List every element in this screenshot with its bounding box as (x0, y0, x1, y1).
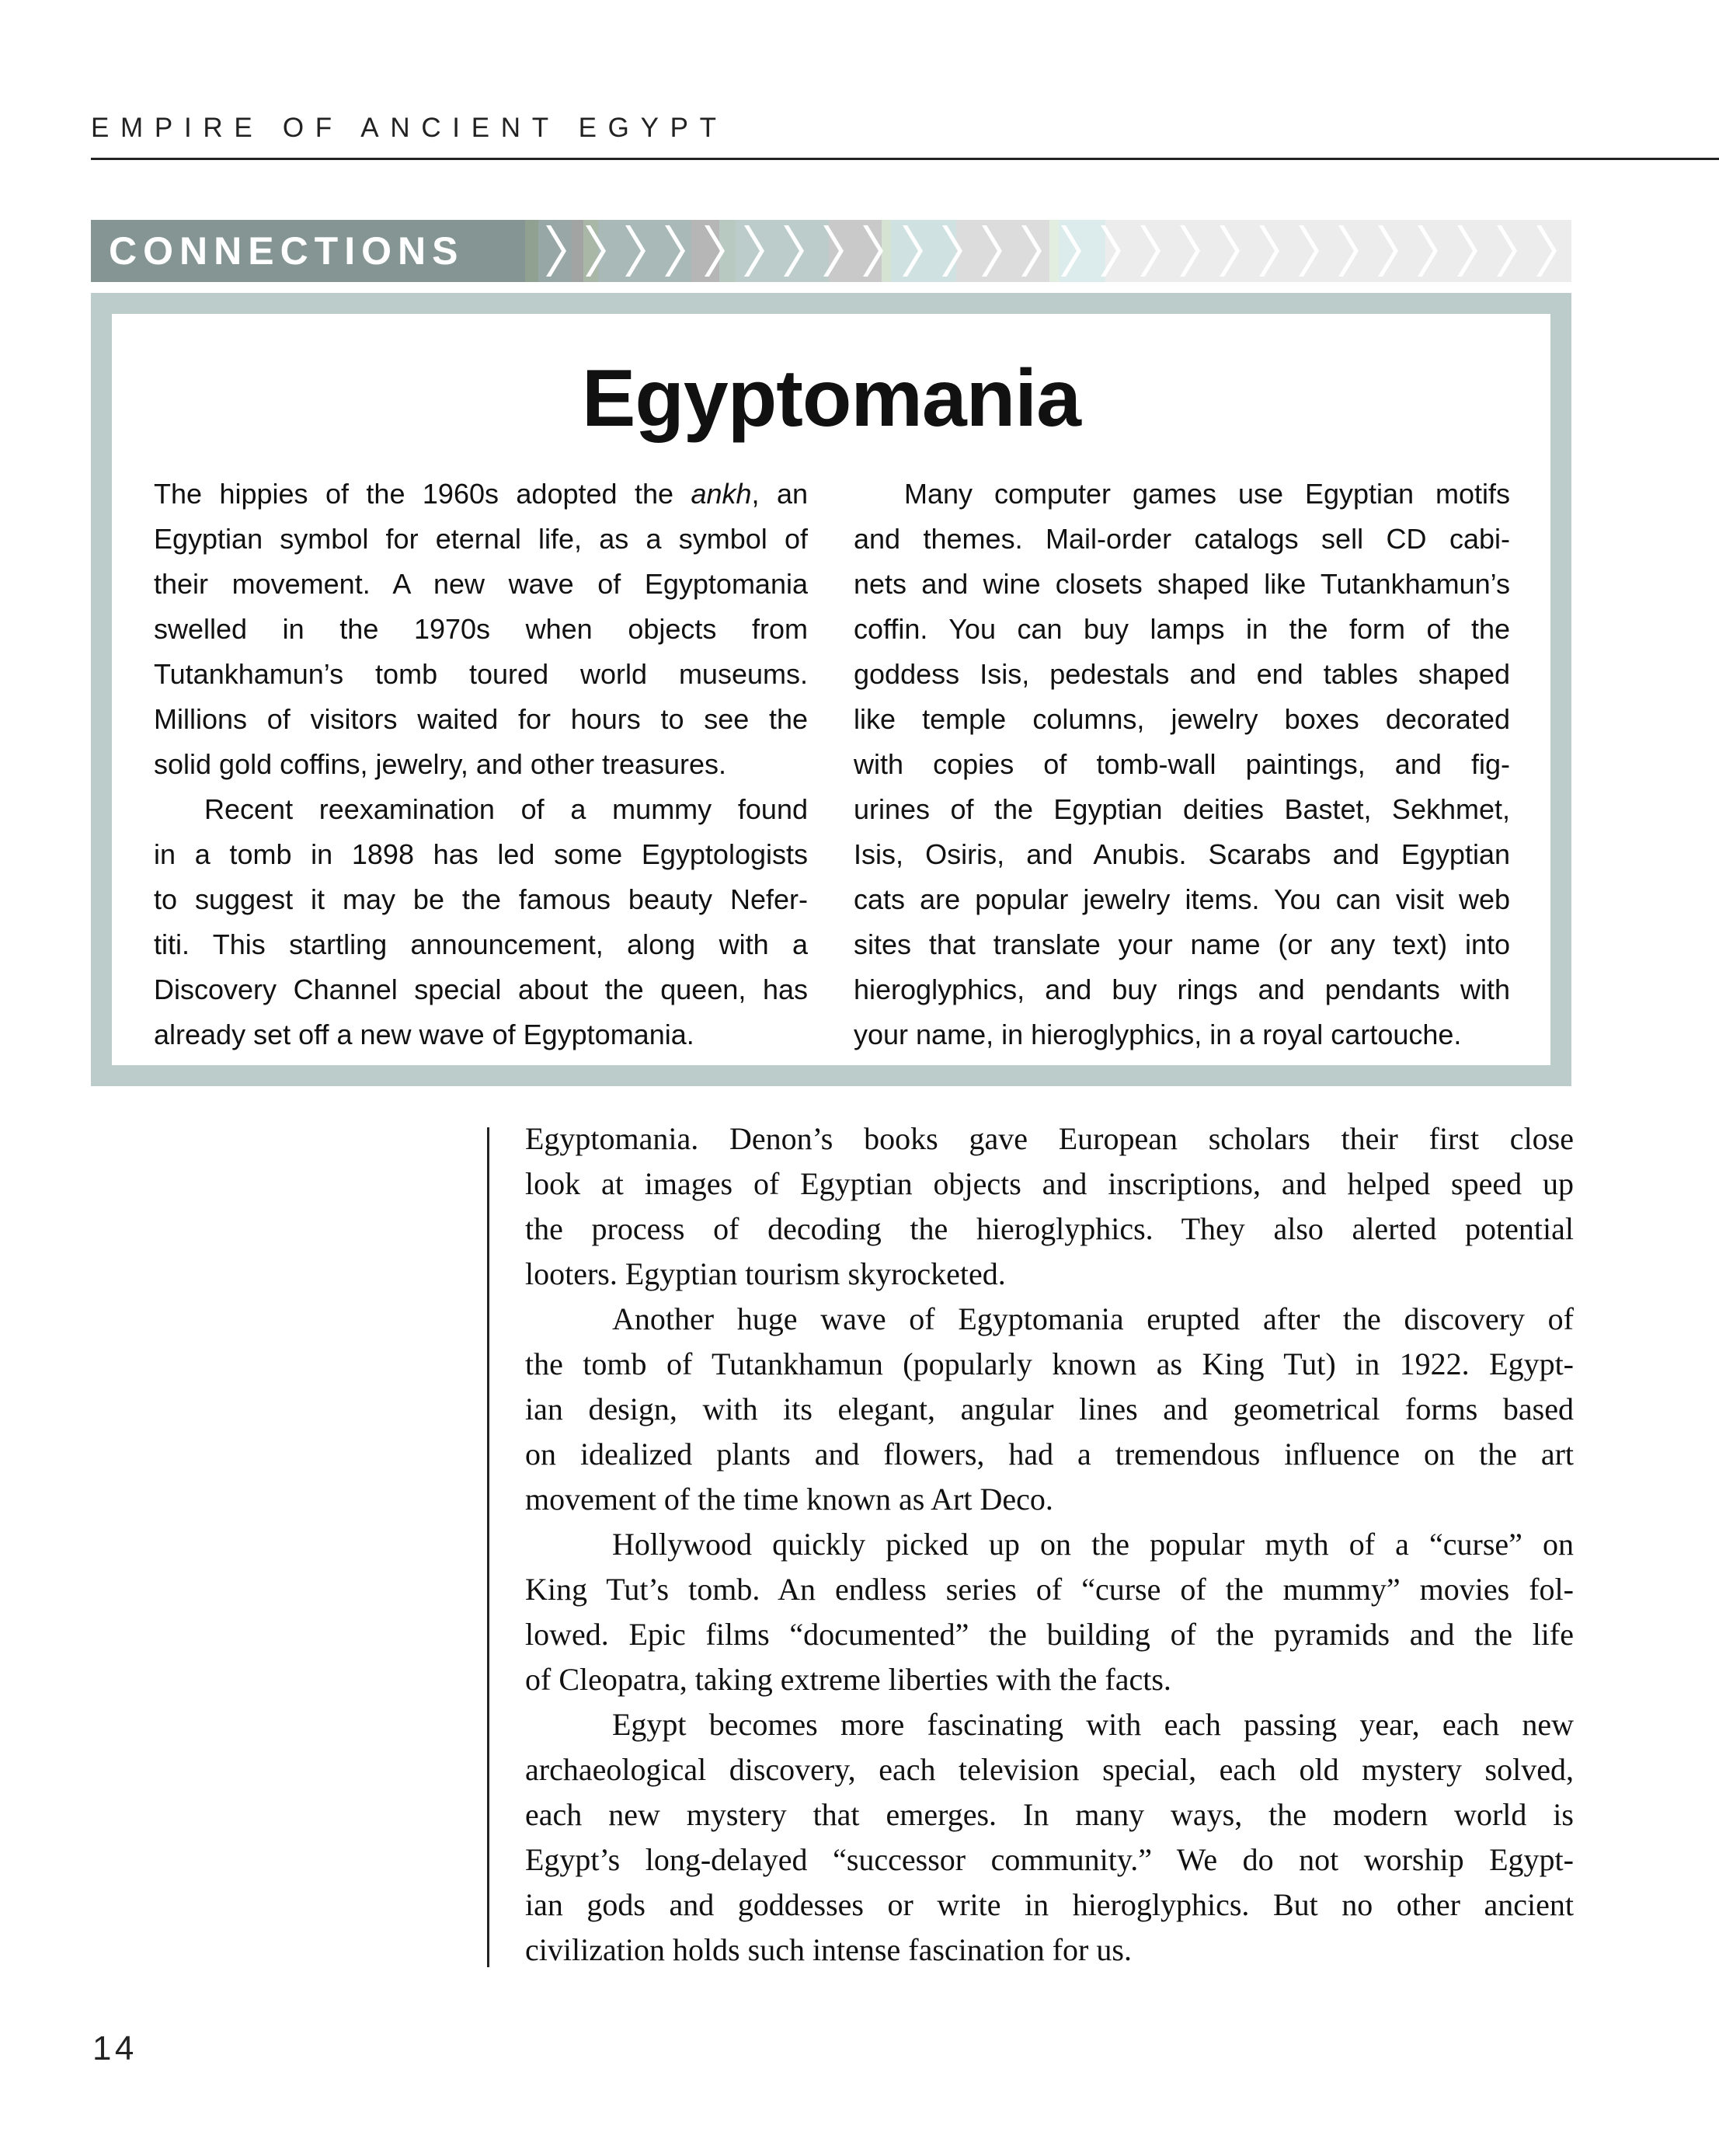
text-line: like temple columns, jewelry boxes decorated (854, 703, 1510, 735)
chevron-icon (694, 220, 734, 282)
text-line: and themes. Mail-order catalogs sell CD cabi- (854, 523, 1510, 555)
chevron-icon (1249, 220, 1289, 282)
chevron-icon (1289, 220, 1328, 282)
chevron-icon (1209, 220, 1249, 282)
text-line: swelled in the 1970s when objects from (154, 613, 808, 645)
text-line: Many computer games use Egyptian motifs (904, 478, 1510, 510)
chevron-icon (932, 220, 972, 282)
text-line: of Cleopatra, taking extreme liberties with the facts. (525, 1662, 1171, 1697)
main-body-text (525, 1116, 1574, 1973)
chevron-icon (774, 220, 813, 282)
text-line: hieroglyphics, and buy rings and pendants with (854, 974, 1510, 1005)
chevron-icon (893, 220, 932, 282)
chevron-icon (576, 220, 615, 282)
running-head: EMPIRE OF ANCIENT EGYPT (91, 113, 728, 143)
header-rule (91, 158, 1719, 160)
connections-label: CONNECTIONS (109, 229, 465, 273)
chevron-row (536, 220, 1606, 282)
margin-rule (487, 1127, 489, 1967)
chevron-icon (853, 220, 893, 282)
text-line: with copies of tomb-wall paintings, and fig- (854, 748, 1510, 780)
text-line: nets and wine closets shaped like Tutankhamun’s (854, 568, 1510, 600)
text-line: King Tut’s tomb. An endless series of “curse of the mummy” movies fol- (525, 1572, 1574, 1607)
text-line: goddess Isis, pedestals and end tables shaped (854, 658, 1510, 690)
text-line: on idealized plants and flowers, had a tremendous influence on the art (525, 1437, 1574, 1472)
sidebar-left-column (154, 472, 808, 1057)
chevron-icon (655, 220, 694, 282)
text-line: look at images of Egyptian objects and inscriptions, and helped speed up (525, 1166, 1574, 1201)
chevron-icon (536, 220, 576, 282)
text-line: Tutankhamun’s tomb toured world museums. (154, 658, 808, 690)
text-line: sites that translate your name (or any text) into (854, 928, 1510, 960)
text-line: civilization holds such intense fascination for us. (525, 1932, 1132, 1967)
text-line: urines of the Egyptian deities Bastet, Sekhmet, (854, 793, 1510, 825)
chevron-icon (1447, 220, 1487, 282)
text-line: Egypt becomes more fascinating with each passing year, each new (612, 1707, 1574, 1742)
text-line: movement of the time known as Art Deco. (525, 1482, 1053, 1517)
text-line: Isis, Osiris, and Anubis. Scarabs and Egyptian (854, 838, 1510, 870)
chevron-icon (1011, 220, 1051, 282)
text-line: solid gold coffins, jewelry, and other treasures. (154, 748, 727, 780)
text-line: ian gods and goddesses or write in hieroglyphics. But no other ancient (525, 1887, 1574, 1922)
chevron-icon (1408, 220, 1447, 282)
text-line: the tomb of Tutankhamun (popularly known as King Tut) in 1922. Egypt- (525, 1346, 1574, 1381)
chevron-icon (615, 220, 655, 282)
text-line: the process of decoding the hieroglyphics. They also alerted potential (525, 1211, 1574, 1246)
chevron-icon (1487, 220, 1526, 282)
text-line: Egypt’s long-delayed “successor community.” We do not worship Egypt- (525, 1842, 1574, 1877)
chevron-icon (1170, 220, 1209, 282)
page-number: 14 (92, 2029, 137, 2067)
text-line: Hollywood quickly picked up on the popular myth of a “curse” on (612, 1527, 1574, 1562)
text-line: coffin. You can buy lamps in the form of the (854, 613, 1510, 645)
chevron-icon (1091, 220, 1130, 282)
chevron-icon (1051, 220, 1091, 282)
text-line: each new mystery that emerges. In many ways, the modern world is (525, 1797, 1574, 1832)
text-line: their movement. A new wave of Egyptomania (154, 568, 808, 600)
chevron-icon (1368, 220, 1408, 282)
chevron-icon (734, 220, 774, 282)
text-segment: , an (751, 478, 809, 510)
band-segment (473, 220, 486, 282)
text-line: Egyptomania. Denon’s books gave European scholars their first close (525, 1121, 1574, 1156)
text-line: looters. Egyptian tourism skyrocketed. (525, 1256, 1006, 1291)
text-line: Recent reexamination of a mummy found (204, 793, 808, 825)
text-line: cats are popular jewelry items. You can visit web (854, 883, 1510, 915)
text-line: Another huge wave of Egyptomania erupted after the discovery of (612, 1301, 1574, 1336)
sidebar-box (91, 293, 1571, 1086)
sidebar-title: Egyptomania (582, 354, 1080, 444)
chevron-icon (813, 220, 853, 282)
text-line: your name, in hieroglyphics, in a royal cartouche. (854, 1019, 1462, 1050)
sidebar-right-column (854, 472, 1510, 1057)
text-line: Discovery Channel special about the queen, has (154, 974, 808, 1005)
text-line: Millions of visitors waited for hours to see the (154, 703, 808, 735)
text-segment: The hippies of the 1960s adopted the (154, 478, 691, 510)
italic-term: ankh (691, 478, 752, 510)
chevron-icon (972, 220, 1011, 282)
chevron-icon (1526, 220, 1566, 282)
text-line: lowed. Epic films “documented” the building of the pyramids and the life (525, 1617, 1574, 1652)
chevron-icon (1328, 220, 1368, 282)
chevron-icon (1130, 220, 1170, 282)
text-line: already set off a new wave of Egyptomania. (154, 1019, 694, 1050)
band-segment (486, 220, 506, 282)
text-line: to suggest it may be the famous beauty Nefer- (154, 883, 808, 915)
text-line: in a tomb in 1898 has led some Egyptologists (154, 838, 808, 870)
text-line: titi. This startling announcement, along with a (154, 928, 808, 960)
band-segment (506, 220, 525, 282)
text-line (154, 472, 808, 517)
text-line: ian design, with its elegant, angular lines and geometrical forms based (525, 1391, 1574, 1426)
text-line: archaeological discovery, each television special, each old mystery solved, (525, 1752, 1574, 1787)
text-line: Egyptian symbol for eternal life, as a symbol of (154, 523, 808, 555)
chevron-icon (1566, 220, 1606, 282)
